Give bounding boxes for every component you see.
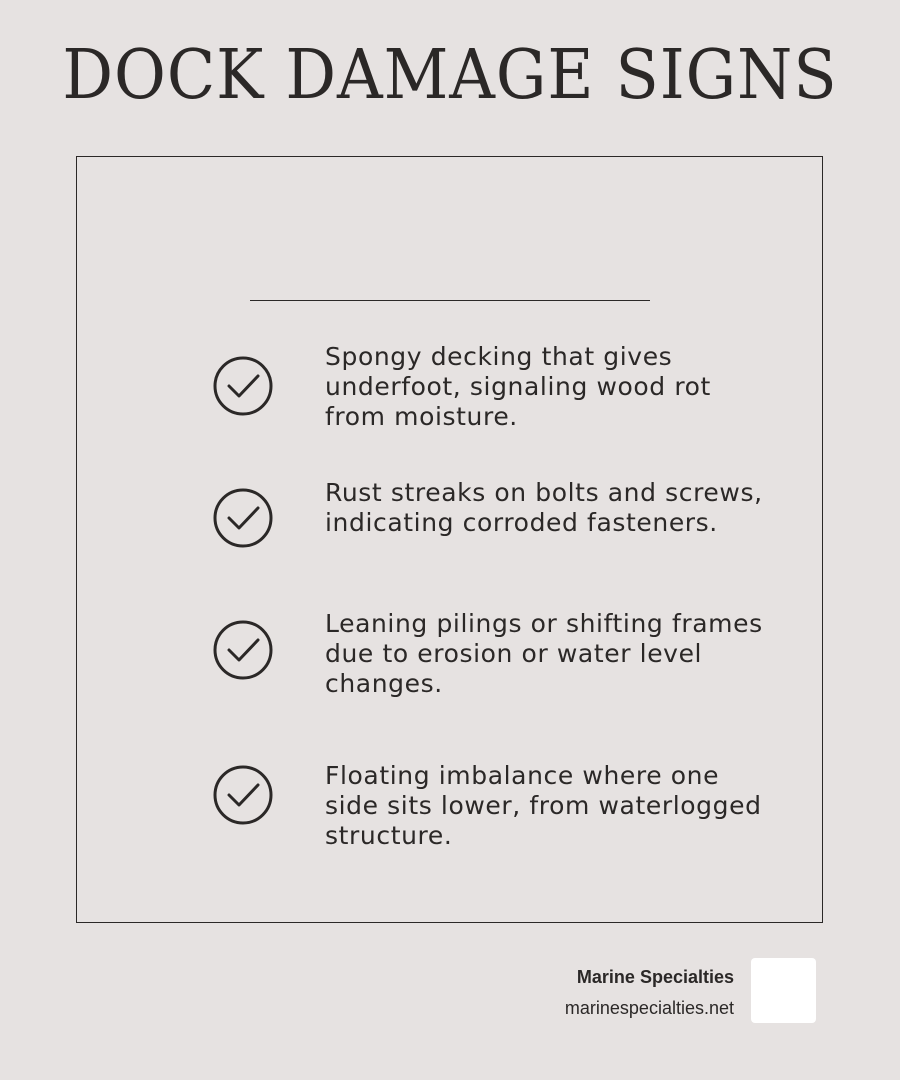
list-item: Leaning pilings or shifting frames due to erosion or water level changes. (325, 609, 763, 698)
brand-name: Marine Specialties (576, 967, 734, 987)
list-item: Floating imbalance where one side sits lower, from waterlogged structure. (325, 761, 762, 850)
check-circle-icon (213, 356, 273, 416)
logo-placeholder (751, 958, 816, 1023)
check-circle-icon (213, 765, 273, 825)
list-item: Rust streaks on bolts and screws, indicating corroded fasteners. (325, 478, 763, 537)
brand-url[interactable]: marinespecialties.net (564, 998, 734, 1018)
page-title: DOCK DAMAGE SIGNS (62, 36, 838, 115)
check-circle-icon (213, 488, 273, 548)
divider-line (250, 300, 650, 301)
check-circle-icon (213, 620, 273, 680)
list-item: Spongy decking that gives underfoot, signaling wood rot from moisture. (325, 342, 711, 431)
